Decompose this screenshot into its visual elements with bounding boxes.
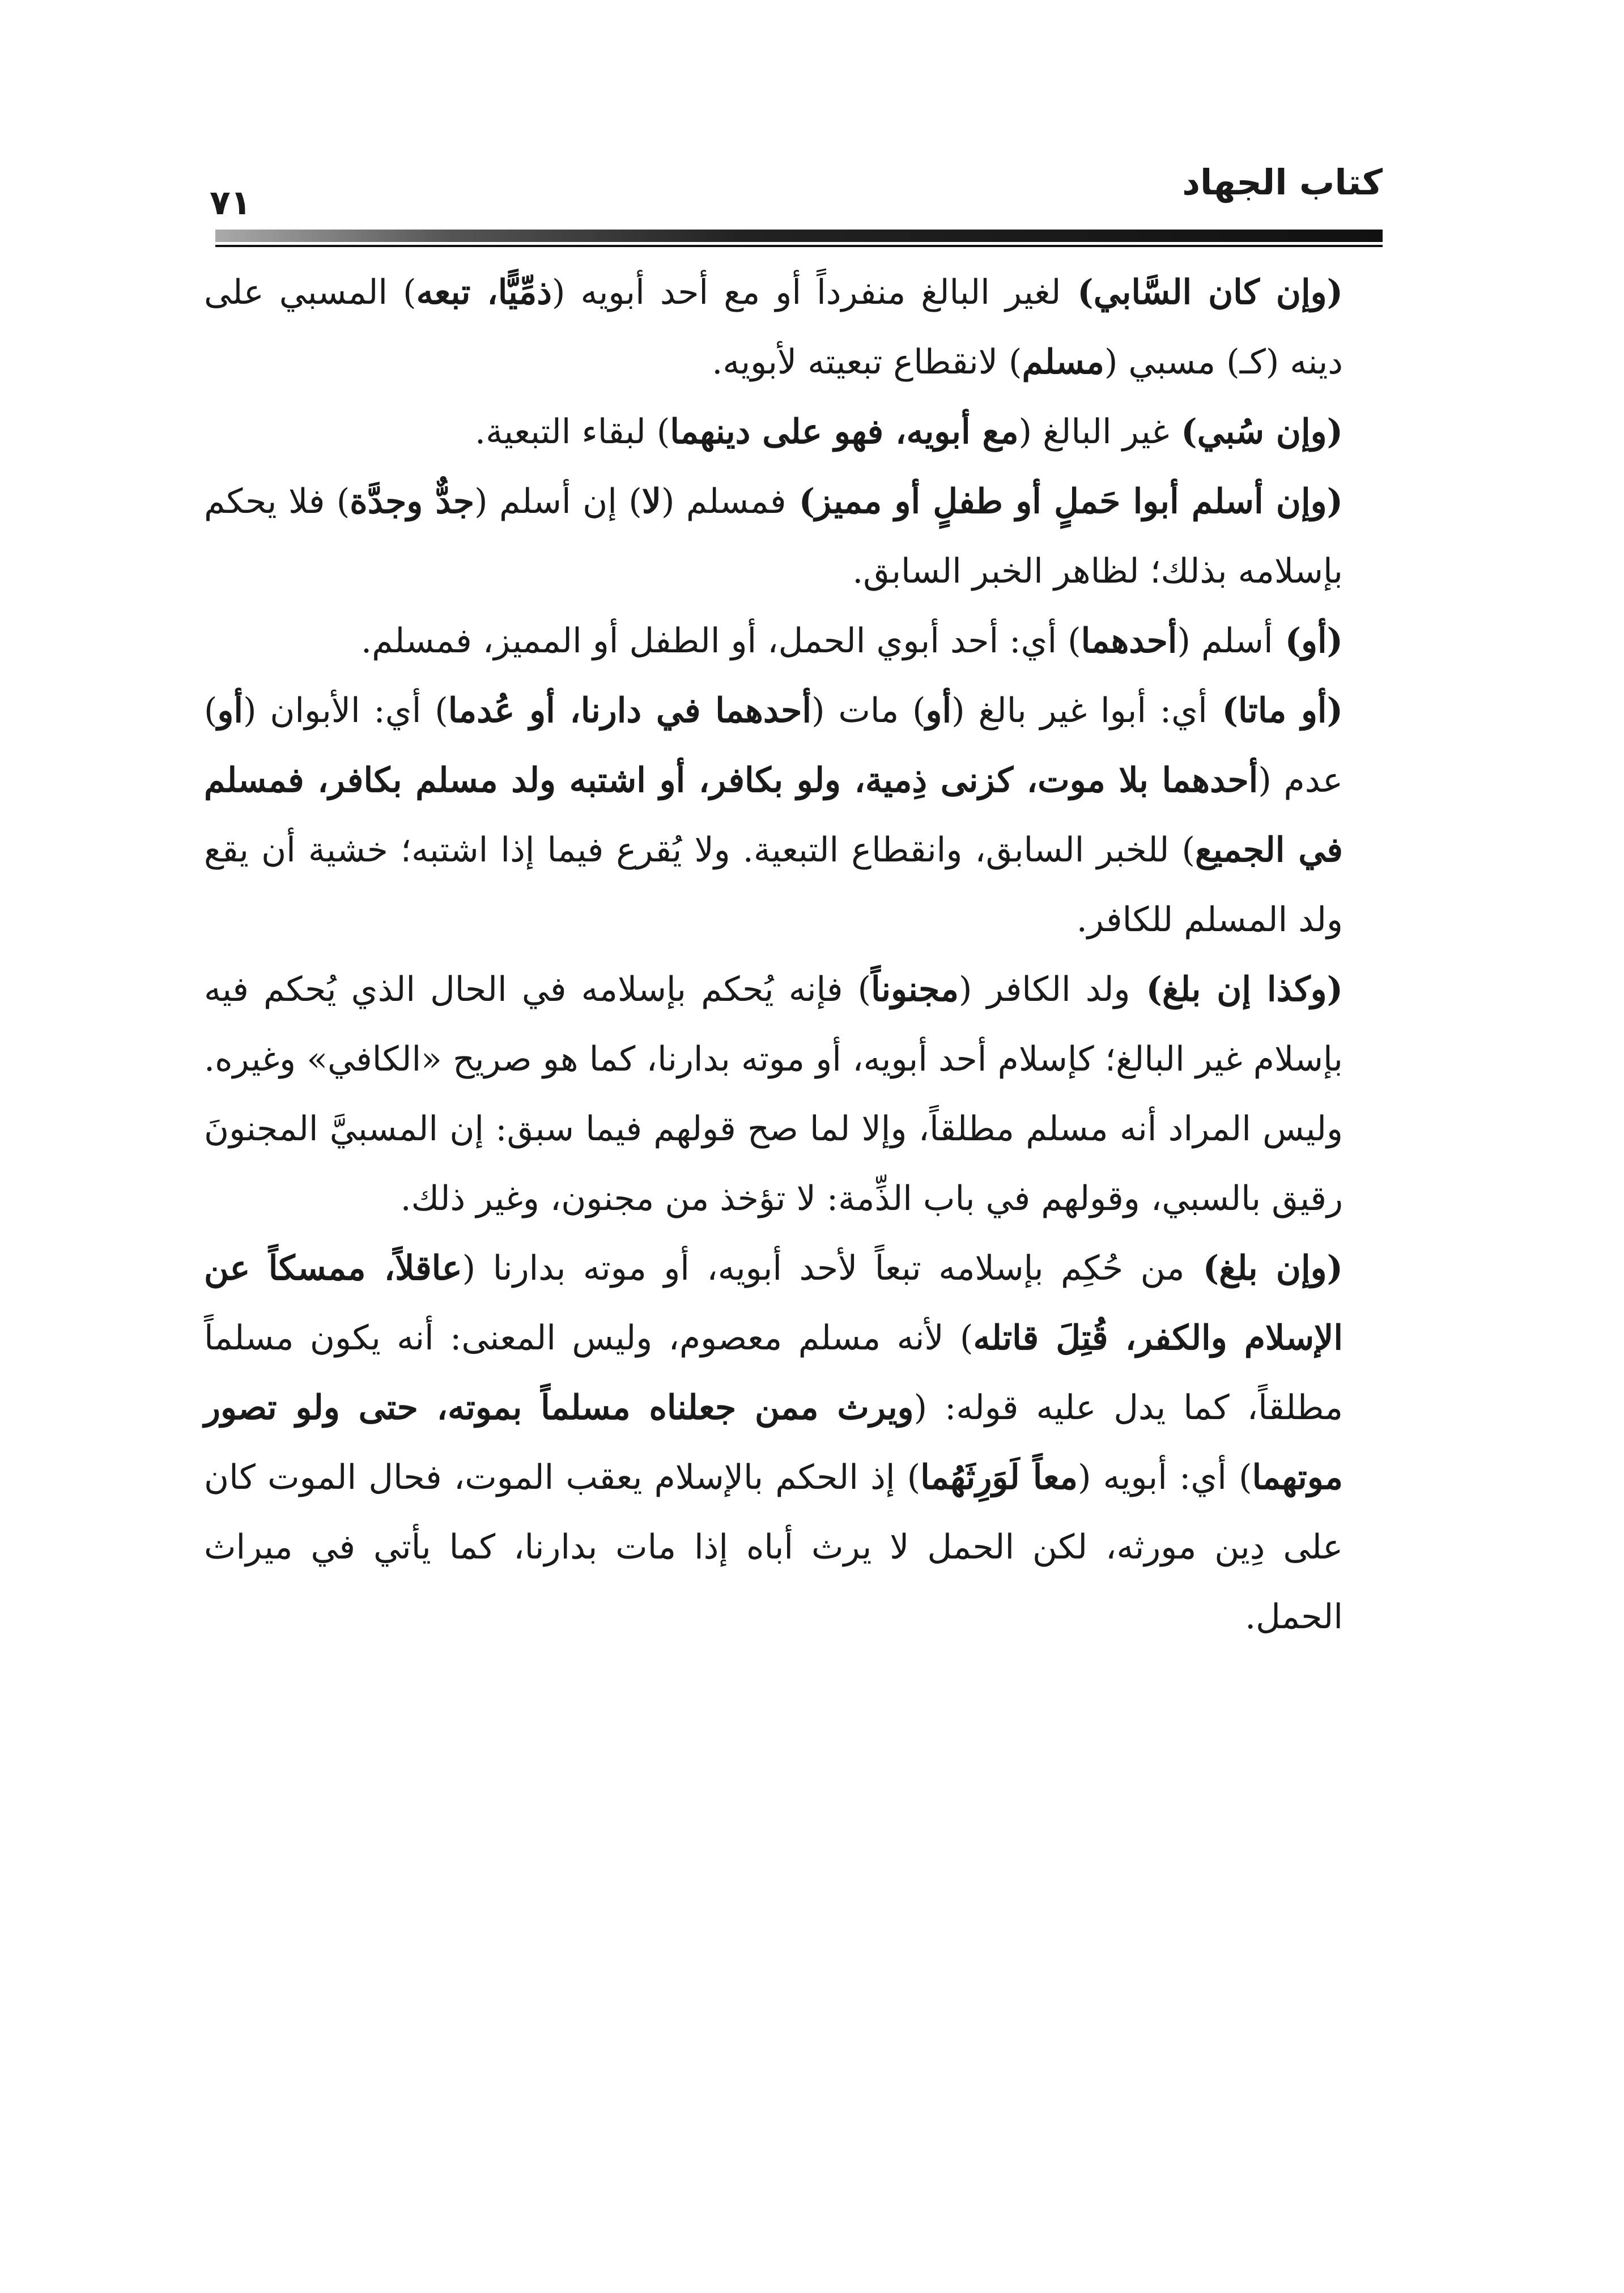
bold-matn-text: جدٌّ وجدَّة — [350, 482, 475, 521]
sharh-text: أي: أبوا غير بالغ ( — [951, 691, 1208, 731]
bold-matn-text: (أو) — [1273, 621, 1343, 661]
sharh-text: ) لبقاء التبعية. — [475, 412, 670, 452]
bold-matn-text: (وإن بلغ) — [1184, 1249, 1343, 1288]
sharh-text: ) أي: الأبوان ( — [243, 691, 448, 731]
paragraph — [204, 467, 1383, 606]
sharh-text: من حُكِم بإسلامه تبعاً لأحد أبويه، أو موته بدارنا ( — [462, 1249, 1185, 1288]
body-text — [204, 258, 1383, 1652]
bold-matn-text: (وإن أسلم أبوا حَملٍ أو طفلٍ أو مميز) — [786, 482, 1343, 521]
paragraph — [204, 676, 1383, 955]
bold-matn-text: أو — [217, 691, 244, 731]
sharh-text: ) لأنه مسلم معصوم، وليس المعنى: أنه يكون مسلماً مطلقاً، كما يدل عليه قوله: ( — [204, 1318, 1343, 1428]
sharh-text: ) فإنه يُحكم بإسلامه في الحال الذي يُحكم فيه بإسلام غير البالغ؛ كإسلام أحد أبويه، أو موته بدارنا، كما هو صريح «الكافي» وغيره. وليس المراد أنه مسلم مطلقاً، وإلا لما صح قولهم فيما سبق: إن المسبيَّ المجنونَ رقيق بالسبي، وقولهم في باب الذِّمة: لا تؤخذ من مجنون، وغير ذلك. — [204, 970, 1343, 1218]
bold-matn-text: معاً لَوَرِثَهُما — [920, 1458, 1078, 1497]
sharh-text: ) فلا يحكم بإسلامه بذلك؛ لظاهر الخبر السابق. — [204, 482, 1343, 591]
sharh-text: ) المسبي على دينه (كـ) مسبي ( — [204, 273, 1343, 382]
sharh-text: ) إذ الحكم بالإسلام يعقب الموت، فحال الموت كان على دِين مورثه، لكن الحمل لا يرث أباه إذا مات بدارنا، كما يأتي في ميراث الحمل. — [204, 1458, 1343, 1637]
bold-matn-text: (وإن سُبي) — [1169, 412, 1343, 452]
bold-matn-text: (أو ماتا) — [1207, 691, 1343, 731]
page-header — [204, 162, 1383, 230]
sharh-text: أسلم ( — [1177, 621, 1273, 661]
sharh-text: ) للخبر السابق، وانقطاع التبعية. ولا يُقرع فيما إذا اشتبه؛ خشية أن يقع ولد المسلم للكافر. — [204, 830, 1343, 940]
bold-matn-text: أحدهما بلا موت، كزنى ذِمية، ولو بكافر، أو اشتبه ولد مسلم بكافر، فمسلم في الجميع — [204, 761, 1343, 870]
bold-matn-text: أحدهما في دارنا، أو عُدما — [448, 691, 812, 731]
bold-matn-text: عاقلاً، ممسكاً عن الإسلام والكفر، قُتِلَ قاتله — [204, 1249, 1343, 1358]
sharh-text: ) أي: أبويه ( — [1078, 1458, 1252, 1497]
header-rule — [215, 230, 1383, 242]
sharh-text: ) إن أسلم ( — [474, 482, 642, 521]
sharh-text: فمسلم ( — [661, 482, 787, 521]
sharh-text: ولد الكافر ( — [959, 970, 1130, 1009]
sharh-text: غير البالغ ( — [1018, 412, 1170, 452]
bold-matn-text: (وإن كان السَّابي) — [1061, 273, 1343, 312]
paragraph — [204, 955, 1383, 1234]
bold-matn-text: ذمِّيًّا، تبعه — [416, 273, 552, 312]
bold-matn-text: ويرث ممن جعلناه مسلماً بموته، حتى ولو تصور موتهما — [204, 1388, 1343, 1497]
bold-matn-text: مجنوناً — [871, 970, 959, 1009]
header-rule-thin — [215, 245, 1383, 247]
bold-matn-text: (وكذا إن بلغ) — [1130, 970, 1344, 1009]
bold-matn-text: مع أبويه، فهو على دينهما — [670, 412, 1019, 452]
sharh-text: ) مات ( — [811, 691, 926, 731]
page-number: ٧١ — [210, 183, 252, 223]
paragraph — [204, 1234, 1383, 1652]
bold-matn-text: أو — [925, 691, 952, 731]
bold-matn-text: لا — [641, 482, 661, 521]
paragraph — [204, 258, 1383, 397]
sharh-text: ) عدم ( — [204, 691, 1343, 800]
sharh-text: ) لانقطاع تبعيته لأبويه. — [712, 342, 1022, 382]
sharh-text: ) أي: أحد أبوي الحمل، أو الطفل أو المميز، فمسلم. — [361, 621, 1081, 661]
bold-matn-text: مسلم — [1022, 342, 1104, 382]
bold-matn-text: أحدهما — [1081, 621, 1177, 661]
paragraph — [204, 397, 1383, 467]
sharh-text: لغير البالغ منفرداً أو مع أحد أبويه ( — [552, 273, 1061, 312]
paragraph — [204, 606, 1383, 676]
book-title: كتاب الجهاد — [1182, 162, 1383, 203]
